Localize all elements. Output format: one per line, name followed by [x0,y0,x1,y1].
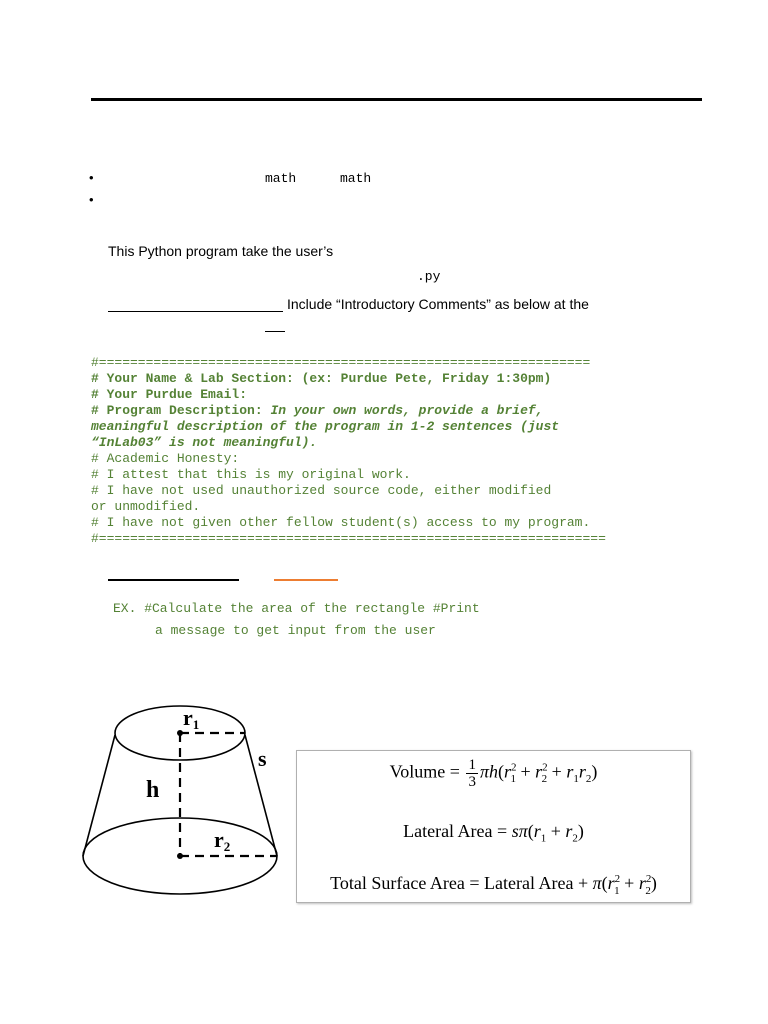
top-rule [91,98,702,101]
math-word-2: math [340,171,372,186]
unauthorized-line-2: or unmodified. [91,499,201,514]
black-rule [108,579,239,581]
top-center-dot [177,730,183,736]
unauthorized-line-1: # I have not used unauthorized source code, either modified [91,483,552,498]
bullet-2: • [89,192,94,207]
bottom-center-dot [177,853,183,859]
frustum-figure [76,700,291,900]
honesty-line: # Academic Honesty: [91,451,240,466]
volume-formula: Volume = $\frac{1}{3}$ $\pi h(r^2_1 + r^2_2 + r_1r_2)$ [389,757,598,790]
blank-underline [108,311,283,312]
r2-label: r2 [214,827,231,854]
email-line: # Your Purdue Email: [91,387,248,402]
total-surface-formula: Total Surface Area = Lateral Area + $\pi(r^2_1 + r^2_2)$ [330,873,657,897]
description-italic-1: In your own words, provide a brief, [270,403,544,418]
example-line-1: EX. #Calculate the area of the rectangle #Print [113,601,480,616]
py-extension: .py [417,269,441,284]
h-label: h [146,777,160,803]
description-italic-2: meaningful description of the program in 1-2 sentences (just [91,419,560,434]
given-line: # I have not given other fellow student(s) access to my program. [91,515,591,530]
intro-text: This Python program take the user’s [108,243,334,259]
description-label: # Program Description: [91,403,271,418]
example-line-2: a message to get input from the user [155,623,436,638]
include-comments-text: Include “Introductory Comments” as below at the [287,296,589,312]
r1-label: r1 [183,705,200,732]
short-underline [265,331,285,332]
orange-rule [274,579,338,581]
s-label: s [258,746,267,771]
math-word-1: math [265,171,297,186]
left-side [83,735,115,856]
separator-top: #=============================================================== [91,355,591,370]
formula-box [296,750,691,903]
attest-line: # I attest that this is my original work. [91,467,411,482]
separator-bottom: #================================================================= [91,531,606,546]
comment-block [91,355,606,547]
bullet-1: • [89,170,94,185]
lateral-formula: Lateral Area = $s\pi(r_1 + r_2)$ [403,821,584,845]
name-line: # Your Name & Lab Section: (ex: Purdue Pete, Friday 1:30pm) [91,371,552,386]
description-italic-3: “InLab03” is not meaningful). [91,435,318,450]
